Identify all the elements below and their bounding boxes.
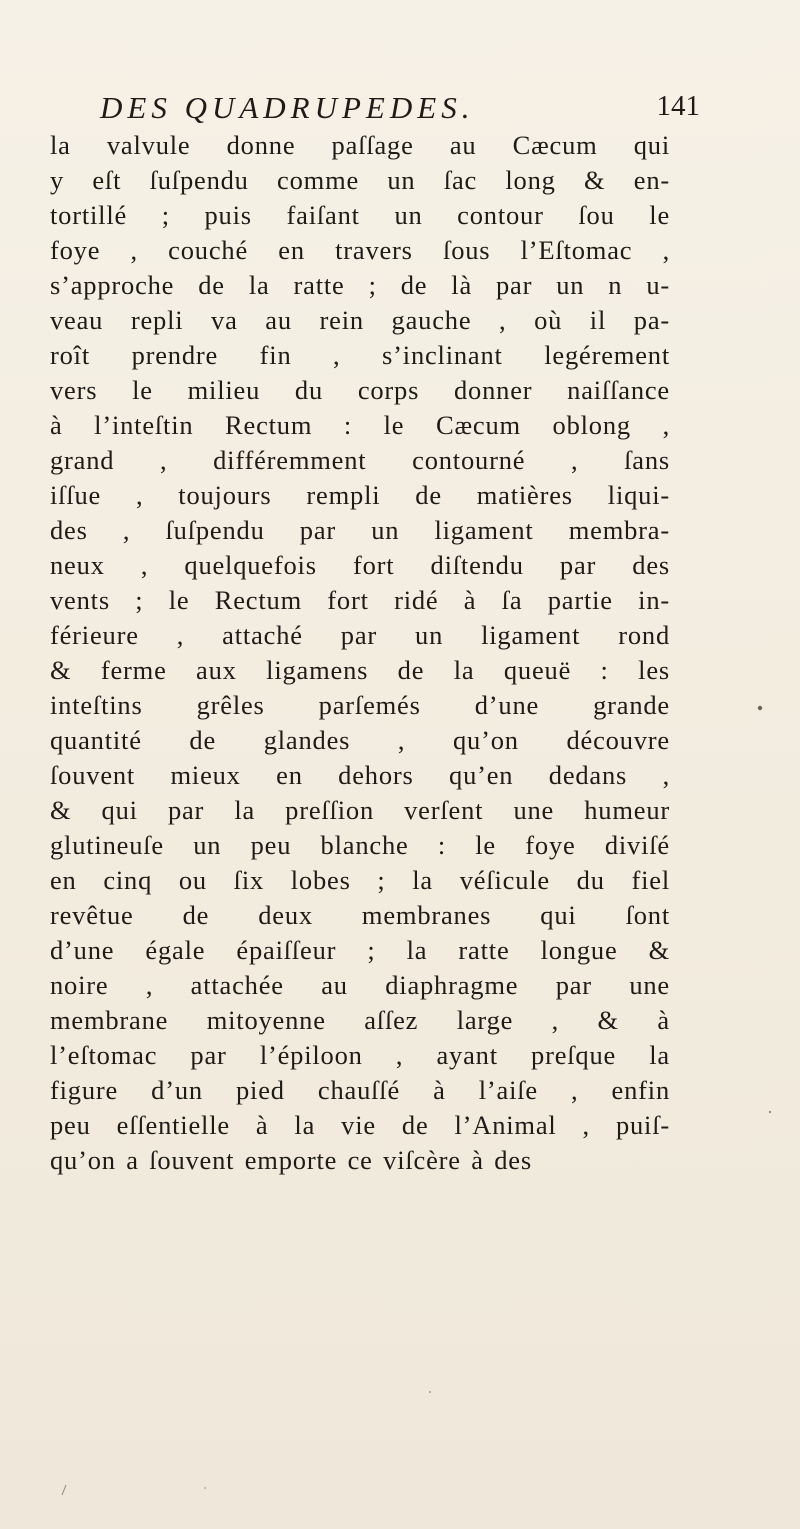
page-number: 141 (656, 90, 700, 122)
text-line: ſouvent mieux en dehors qu’en dedans , (50, 760, 670, 790)
text-line: roît prendre fin , s’inclinant legérement (50, 340, 670, 370)
text-line: & ferme aux ligamens de la queuë : les (50, 655, 670, 685)
text-line: revêtue de deux membranes qui ſont (50, 900, 670, 930)
text-line: membrane mitoyenne aſſez large , & à (50, 1005, 670, 1035)
text-line: qu’on a ſouvent emporte ce viſcère à des (50, 1145, 532, 1175)
text-line: férieure , attaché par un ligament rond (50, 620, 670, 650)
text-line: foye , couché en travers ſous l’Eſtomac , (50, 235, 670, 265)
text-line: grand , différemment contourné , ſans (50, 445, 670, 475)
text-line: tortillé ; puis faiſant un contour ſou le (50, 200, 670, 230)
text-line: vents ; le Rectum fort ridé à ſa partie in- (50, 585, 670, 615)
text-line: la valvule donne paſſage au Cæcum qui (50, 130, 670, 160)
text-line: glutineuſe un peu blanche : le foye diviſé (50, 830, 670, 860)
text-line: peu eſſentielle à la vie de l’Animal , puiſ- (50, 1110, 670, 1140)
text-line: d’une égale épaiſſeur ; la ratte longue & (50, 935, 670, 965)
text-line: quantité de glandes , qu’on découvre (50, 725, 670, 755)
body-text (50, 128, 670, 1178)
text-line: figure d’un pied chauſſé à l’aiſe , enfin (50, 1075, 670, 1105)
running-head (100, 90, 700, 130)
text-line: iſſue , toujours rempli de matières liqui- (50, 480, 670, 510)
text-line: s’approche de la ratte ; de là par un n u- (50, 270, 670, 300)
text-line: noire , attachée au diaphragme par une (50, 970, 670, 1000)
text-line: des , ſuſpendu par un ligament membra- (50, 515, 670, 545)
text-line: neux , quelquefois fort diſtendu par des (50, 550, 670, 580)
text-line: en cinq ou ſix lobes ; la véſicule du fiel (50, 865, 670, 895)
running-head-title: DES QUADRUPEDES. (100, 90, 475, 125)
text-line: vers le milieu du corps donner naiſſance (50, 375, 670, 405)
text-line: veau repli va au rein gauche , où il pa- (50, 305, 670, 335)
text-line: y eſt ſuſpendu comme un ſac long & en- (50, 165, 670, 195)
text-line: l’eſtomac par l’épiloon , ayant preſque la (50, 1040, 670, 1070)
text-line: inteſtins grêles parſemés d’une grande (50, 690, 670, 720)
text-line: à l’inteſtin Rectum : le Cæcum oblong , (50, 410, 670, 440)
text-line: & qui par la preſſion verſent une humeur (50, 795, 670, 825)
